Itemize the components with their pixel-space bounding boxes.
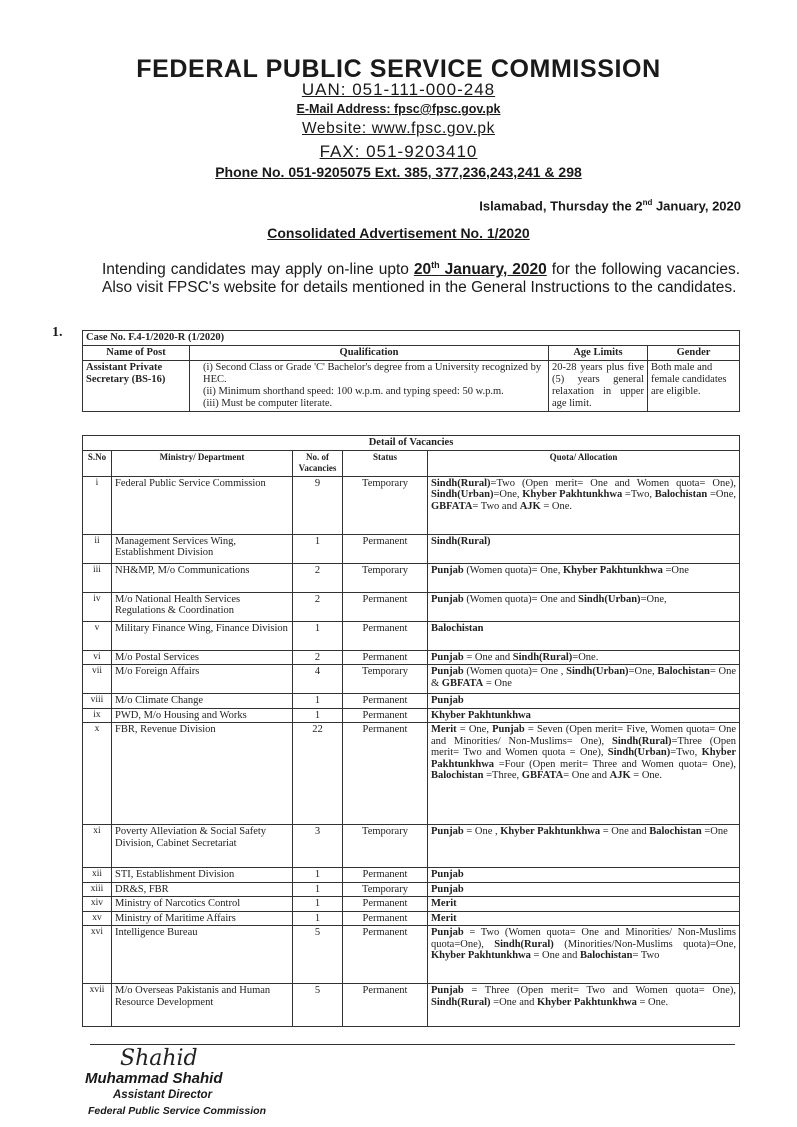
- vacancy-quota: Sindh(Rural): [428, 534, 740, 563]
- vacancy-sno: xvii: [83, 984, 112, 1027]
- col-sno: S.No: [83, 450, 112, 476]
- website-link[interactable]: Website: www.fpsc.gov.pk: [301, 120, 495, 137]
- col-status: Status: [343, 450, 428, 476]
- qualification-item: (ii) Minimum shorthand speed: 100 w.p.m. and typing speed: 50 w.p.m.: [203, 386, 504, 397]
- vacancy-count: 4: [293, 665, 343, 694]
- vacancy-row: [83, 694, 740, 709]
- deadline-day: 20: [413, 261, 432, 279]
- vacancy-quota: Merit = One, Punjab = Seven (Open merit= Five, Women quota= One and Minorities/ Non-Muslims= One), Sindh(Rural)=Three (Open merit= Two and Women quota = One), Sindh(Urban)=Two, Khyber Pakhtunkhwa =Four (Open merit= Three and Women quota= One), Balochistan =Three, GBFATA= One and AJK = One.: [428, 723, 740, 825]
- vacancy-quota: Merit: [428, 897, 740, 912]
- vacancy-ministry: Military Finance Wing, Finance Division: [112, 621, 293, 650]
- signatory-designation: Assistant Director: [113, 1089, 213, 1101]
- vacancy-row: [83, 926, 740, 984]
- vacancy-sno: ii: [83, 534, 112, 563]
- vacancy-ministry: NH&MP, M/o Communications: [112, 563, 293, 592]
- vacancies-table: [82, 435, 740, 1027]
- vacancy-ministry: Ministry of Maritime Affairs: [112, 911, 293, 926]
- vacancy-count: 5: [293, 984, 343, 1027]
- header-qualification: Qualification: [190, 346, 549, 361]
- vacancy-row: [83, 708, 740, 723]
- vacancy-status: Permanent: [343, 897, 428, 912]
- vacancy-sno: x: [83, 723, 112, 825]
- signatory-organization: Federal Public Service Commission: [88, 1105, 266, 1117]
- vacancy-sno: vi: [83, 650, 112, 665]
- vacancy-row: [83, 868, 740, 883]
- vacancy-quota: Punjab (Women quota)= One and Sindh(Urban)=One,: [428, 592, 740, 621]
- vacancy-sno: xiv: [83, 897, 112, 912]
- vacancy-count: 1: [293, 534, 343, 563]
- vacancy-status: Temporary: [343, 665, 428, 694]
- vacancy-status: Temporary: [343, 476, 428, 534]
- header-gender: Gender: [648, 346, 740, 361]
- vacancy-status: Permanent: [343, 926, 428, 984]
- signatory-name: Muhammad Shahid: [85, 1070, 223, 1087]
- date-prefix: Islamabad, Thursday the 2: [479, 198, 643, 214]
- vacancy-sno: iii: [83, 563, 112, 592]
- vacancy-ministry: M/o Foreign Affairs: [112, 665, 293, 694]
- case-number: Case No. F.4-1/2020-R (1/2020): [83, 331, 740, 346]
- vacancy-count: 9: [293, 476, 343, 534]
- vacancy-quota: Punjab = Two (Women quota= One and Minorities/ Non-Muslims quota=One), Sindh(Rural) (Minorities/Non-Muslims quota)=One, Khyber Pakhtunkhwa = One and Balochistan= Two: [428, 926, 740, 984]
- vacancy-ministry: M/o Overseas Pakistanis and Human Resource Development: [112, 984, 293, 1027]
- vacancy-sno: v: [83, 621, 112, 650]
- vacancy-quota: Punjab: [428, 868, 740, 883]
- vacancy-status: Temporary: [343, 563, 428, 592]
- deadline-date: [414, 261, 547, 278]
- fax-number: FAX: 051-9203410: [319, 142, 478, 161]
- qualification-item: (iii) Must be computer literate.: [203, 398, 333, 409]
- vacancy-count: 1: [293, 694, 343, 709]
- vacancy-status: Permanent: [343, 592, 428, 621]
- vacancy-ministry: PWD, M/o Housing and Works: [112, 708, 293, 723]
- vacancy-sno: vii: [83, 665, 112, 694]
- date-suffix: January, 2020: [652, 198, 741, 214]
- vacancy-count: 2: [293, 592, 343, 621]
- vacancy-row: [83, 882, 740, 897]
- vacancy-ministry: Ministry of Narcotics Control: [112, 897, 293, 912]
- qualification-item: (i) Second Class or Grade 'C' Bachelor's degree from a University recognized by HEC.: [203, 362, 542, 385]
- vacancy-count: 1: [293, 708, 343, 723]
- advertisement-title: Consolidated Advertisement No. 1/2020: [267, 225, 530, 241]
- vacancy-count: 22: [293, 723, 343, 825]
- vacancy-row: [83, 621, 740, 650]
- date-ordinal: nd: [642, 198, 653, 207]
- date-line: [479, 198, 741, 213]
- vacancy-ministry: Poverty Alleviation & Social Safety Division, Cabinet Secretariat: [112, 825, 293, 868]
- vacancy-status: Permanent: [343, 621, 428, 650]
- vacancy-status: Permanent: [343, 723, 428, 825]
- vacancy-ministry: M/o National Health Services Regulations & Coordination: [112, 592, 293, 621]
- deadline-ordinal: th: [431, 260, 440, 270]
- vacancy-sno: ix: [83, 708, 112, 723]
- vacancy-status: Permanent: [343, 708, 428, 723]
- vacancy-row: [83, 476, 740, 534]
- vacancy-ministry: STI, Establishment Division: [112, 868, 293, 883]
- case-table: [82, 330, 740, 412]
- intro-paragraph: [102, 256, 740, 297]
- vacancy-sno: viii: [83, 694, 112, 709]
- vacancy-sno: xi: [83, 825, 112, 868]
- vacancy-row: [83, 650, 740, 665]
- vacancy-row: [83, 563, 740, 592]
- phone-numbers: Phone No. 051-9205075 Ext. 385, 377,236,243,241 & 298: [215, 164, 582, 180]
- vacancy-quota: Sindh(Rural)=Two (Open merit= One and Women quota= One), Sindh(Urban)=One, Khyber Pakhtunkhwa =Two, Balochistan =One, GBFATA= Two and AJK = One.: [428, 476, 740, 534]
- vacancy-count: 1: [293, 621, 343, 650]
- vacancy-row: [83, 897, 740, 912]
- vacancy-sno: iv: [83, 592, 112, 621]
- vacancy-sno: xii: [83, 868, 112, 883]
- vacancy-row: [83, 911, 740, 926]
- vacancy-status: Permanent: [343, 694, 428, 709]
- vacancy-row: [83, 534, 740, 563]
- organization-title: FEDERAL PUBLIC SERVICE COMMISSION: [136, 55, 661, 83]
- vacancy-sno: i: [83, 476, 112, 534]
- vacancy-quota: Punjab = One and Sindh(Rural)=One.: [428, 650, 740, 665]
- vacancy-count: 1: [293, 868, 343, 883]
- age-limit: 20-28 years plus five (5) years general relaxation in upper age limit.: [549, 361, 648, 412]
- vacancy-sno: xv: [83, 911, 112, 926]
- vacancy-quota: Punjab: [428, 694, 740, 709]
- vacancy-status: Permanent: [343, 650, 428, 665]
- vacancy-quota: Punjab: [428, 882, 740, 897]
- vacancy-quota: Punjab = One , Khyber Pakhtunkhwa = One and Balochistan =One: [428, 825, 740, 868]
- gender-eligibility: Both male and female candidates are eligible.: [648, 361, 740, 412]
- vacancy-quota: Khyber Pakhtunkhwa: [428, 708, 740, 723]
- vacancy-row: [83, 665, 740, 694]
- vacancy-count: 2: [293, 650, 343, 665]
- vacancy-quota: Balochistan: [428, 621, 740, 650]
- vacancy-quota: Punjab (Women quota)= One, Khyber Pakhtunkhwa =One: [428, 563, 740, 592]
- header-age: Age Limits: [549, 346, 648, 361]
- vacancies-body: [83, 476, 740, 1027]
- vacancy-status: Permanent: [343, 534, 428, 563]
- item-number: 1.: [52, 325, 63, 340]
- vacancies-title: Detail of Vacancies: [83, 436, 740, 451]
- vacancy-quota: Merit: [428, 911, 740, 926]
- vacancy-count: 3: [293, 825, 343, 868]
- vacancy-quota: Punjab (Women quota)= One , Sindh(Urban)=One, Balochistan= One & GBFATA = One: [428, 665, 740, 694]
- col-ministry: Ministry/ Department: [112, 450, 293, 476]
- col-quota: Quota/ Allocation: [428, 450, 740, 476]
- vacancy-status: Permanent: [343, 984, 428, 1027]
- vacancy-status: Permanent: [343, 868, 428, 883]
- qualification-list: [190, 361, 549, 412]
- header-post: Name of Post: [83, 346, 190, 361]
- intro-text-1: Intending candidates may apply on-line upto: [102, 261, 414, 279]
- vacancy-ministry: Federal Public Service Commission: [112, 476, 293, 534]
- post-name: Assistant Private Secretary (BS-16): [83, 361, 190, 412]
- email-address[interactable]: E-Mail Address: fpsc@fpsc.gov.pk: [296, 102, 501, 116]
- vacancy-status: Temporary: [343, 882, 428, 897]
- vacancy-count: 1: [293, 882, 343, 897]
- vacancy-ministry: DR&S, FBR: [112, 882, 293, 897]
- vacancy-ministry: FBR, Revenue Division: [112, 723, 293, 825]
- col-vacancies: No. of Vacancies: [293, 450, 343, 476]
- vacancy-ministry: Intelligence Bureau: [112, 926, 293, 984]
- vacancy-sno: xiii: [83, 882, 112, 897]
- vacancy-quota: Punjab = Three (Open merit= Two and Women quota= One), Sindh(Rural) =One and Khyber Pakhtunkhwa = One.: [428, 984, 740, 1027]
- vacancy-ministry: M/o Postal Services: [112, 650, 293, 665]
- vacancy-count: 2: [293, 563, 343, 592]
- uan-number: UAN: 051-111-000-248: [301, 80, 496, 99]
- vacancy-ministry: M/o Climate Change: [112, 694, 293, 709]
- handwritten-signature: Shahid: [120, 1046, 198, 1071]
- vacancy-ministry: Management Services Wing, Establishment Division: [112, 534, 293, 563]
- vacancy-row: [83, 984, 740, 1027]
- vacancy-row: [83, 825, 740, 868]
- vacancy-row: [83, 723, 740, 825]
- vacancy-count: 1: [293, 897, 343, 912]
- signature-divider: [90, 1044, 735, 1045]
- vacancy-status: Permanent: [343, 911, 428, 926]
- vacancy-count: 5: [293, 926, 343, 984]
- vacancy-count: 1: [293, 911, 343, 926]
- intro-text-2: for the following vacancies. Also visit FPSC's website for details mentioned in the General Instructions to the candidates.: [102, 261, 741, 297]
- vacancy-row: [83, 592, 740, 621]
- vacancy-sno: xvi: [83, 926, 112, 984]
- deadline-rest: January, 2020: [439, 261, 547, 279]
- vacancy-status: Temporary: [343, 825, 428, 868]
